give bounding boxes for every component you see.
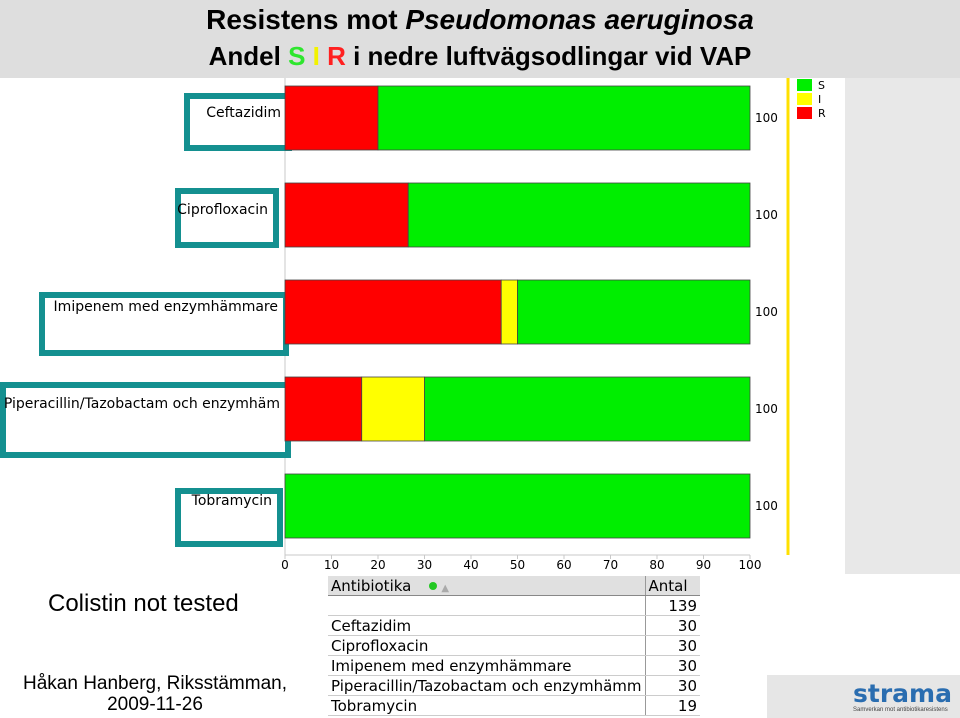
bar-segment-R — [285, 86, 378, 150]
x-tick-label: 50 — [509, 558, 526, 572]
page-title — [0, 4, 960, 36]
total-label — [328, 596, 645, 616]
category-label: Piperacillin/Tazobactam och enzymhäm — [3, 396, 280, 412]
subtitle-suffix: i nedre luftvägsodlingar vid VAP — [345, 41, 752, 71]
table-row — [328, 656, 700, 676]
row-count: 30 — [645, 616, 700, 636]
table-row — [328, 616, 700, 636]
subtitle-s: S — [288, 41, 306, 71]
category-label: Ciprofloxacin — [177, 202, 268, 218]
x-tick-label: 100 — [738, 558, 762, 572]
bar-segment-I — [362, 377, 425, 441]
row-name: Ciprofloxacin — [328, 636, 645, 656]
bar-segment-S — [285, 474, 750, 538]
legend-swatch-S — [797, 79, 812, 91]
x-tick-label: 80 — [649, 558, 665, 572]
table-header-row — [328, 576, 700, 596]
bar-total-label: 100 — [755, 305, 778, 319]
bar-total-label: 100 — [755, 111, 778, 125]
title-organism: Pseudomonas aeruginosa — [405, 4, 754, 35]
side-panel — [845, 78, 960, 574]
row-name: Imipenem med enzymhämmare — [328, 656, 645, 676]
legend-label: R — [818, 107, 826, 120]
table-row — [328, 636, 700, 656]
bar-total-label: 100 — [755, 499, 778, 513]
legend-label: S — [818, 79, 825, 92]
subtitle-r: R — [327, 41, 346, 71]
row-count: 30 — [645, 636, 700, 656]
title-prefix: Resistens mot — [206, 4, 406, 35]
row-name: Tobramycin — [328, 696, 645, 716]
row-count: 19 — [645, 696, 700, 716]
strama-logo — [767, 675, 960, 718]
colistin-note: Colistin not tested — [48, 590, 239, 617]
category-label: Ceftazidim — [206, 105, 281, 121]
table-row — [328, 696, 700, 716]
status-dot-icon — [429, 582, 437, 590]
table-row-total — [328, 596, 700, 616]
x-tick-label: 40 — [463, 558, 479, 572]
subtitle-prefix: Andel — [208, 41, 289, 71]
x-tick-label: 30 — [416, 558, 433, 572]
total-count: 139 — [645, 596, 700, 616]
bar-segment-S — [408, 183, 750, 247]
table-row — [328, 676, 700, 696]
bar-segment-S — [425, 377, 751, 441]
x-tick-label: 10 — [323, 558, 340, 572]
row-name: Ceftazidim — [328, 616, 645, 636]
x-tick-label: 0 — [281, 558, 289, 572]
bar-segment-I — [501, 280, 517, 344]
bar-segment-R — [285, 377, 362, 441]
resistance-chart — [0, 78, 845, 574]
legend-swatch-I — [797, 93, 812, 105]
bar-segment-R — [285, 280, 501, 344]
header-antal[interactable]: Antal — [645, 576, 700, 596]
x-tick-label: 90 — [695, 558, 712, 572]
category-label: Tobramycin — [191, 493, 272, 509]
legend-label: I — [818, 93, 822, 106]
row-count: 30 — [645, 676, 700, 696]
row-name: Piperacillin/Tazobactam och enzymhämm — [328, 676, 645, 696]
page-subtitle — [0, 41, 960, 72]
bar-segment-S — [518, 280, 751, 344]
author-date: 2009-11-26 — [107, 694, 203, 715]
header-antibiotika-label: Antibiotika — [331, 576, 412, 595]
bar-total-label: 100 — [755, 402, 778, 416]
author-line1: Håkan Hanberg, Riksstämman, — [23, 673, 287, 694]
category-label-box — [178, 191, 276, 245]
subtitle-i: I — [312, 41, 320, 71]
bar-total-label: 100 — [755, 208, 778, 222]
logo-tagline: Samverkan mot antibiotikaresistens — [853, 707, 948, 713]
bar-segment-R — [285, 183, 408, 247]
bar-segment-S — [378, 86, 750, 150]
x-tick-label: 20 — [370, 558, 386, 572]
row-count: 30 — [645, 656, 700, 676]
x-tick-label: 70 — [602, 558, 619, 572]
header-antibiotika[interactable] — [328, 576, 645, 596]
count-table — [328, 576, 700, 716]
category-label: Imipenem med enzymhämmare — [53, 299, 278, 315]
category-label-box — [187, 96, 289, 148]
author-credit — [0, 673, 310, 715]
logo-wordmark: strama — [853, 679, 952, 708]
sort-triangle-icon: ▲ — [441, 582, 450, 594]
x-tick-label: 60 — [556, 558, 572, 572]
legend-swatch-R — [797, 107, 812, 119]
